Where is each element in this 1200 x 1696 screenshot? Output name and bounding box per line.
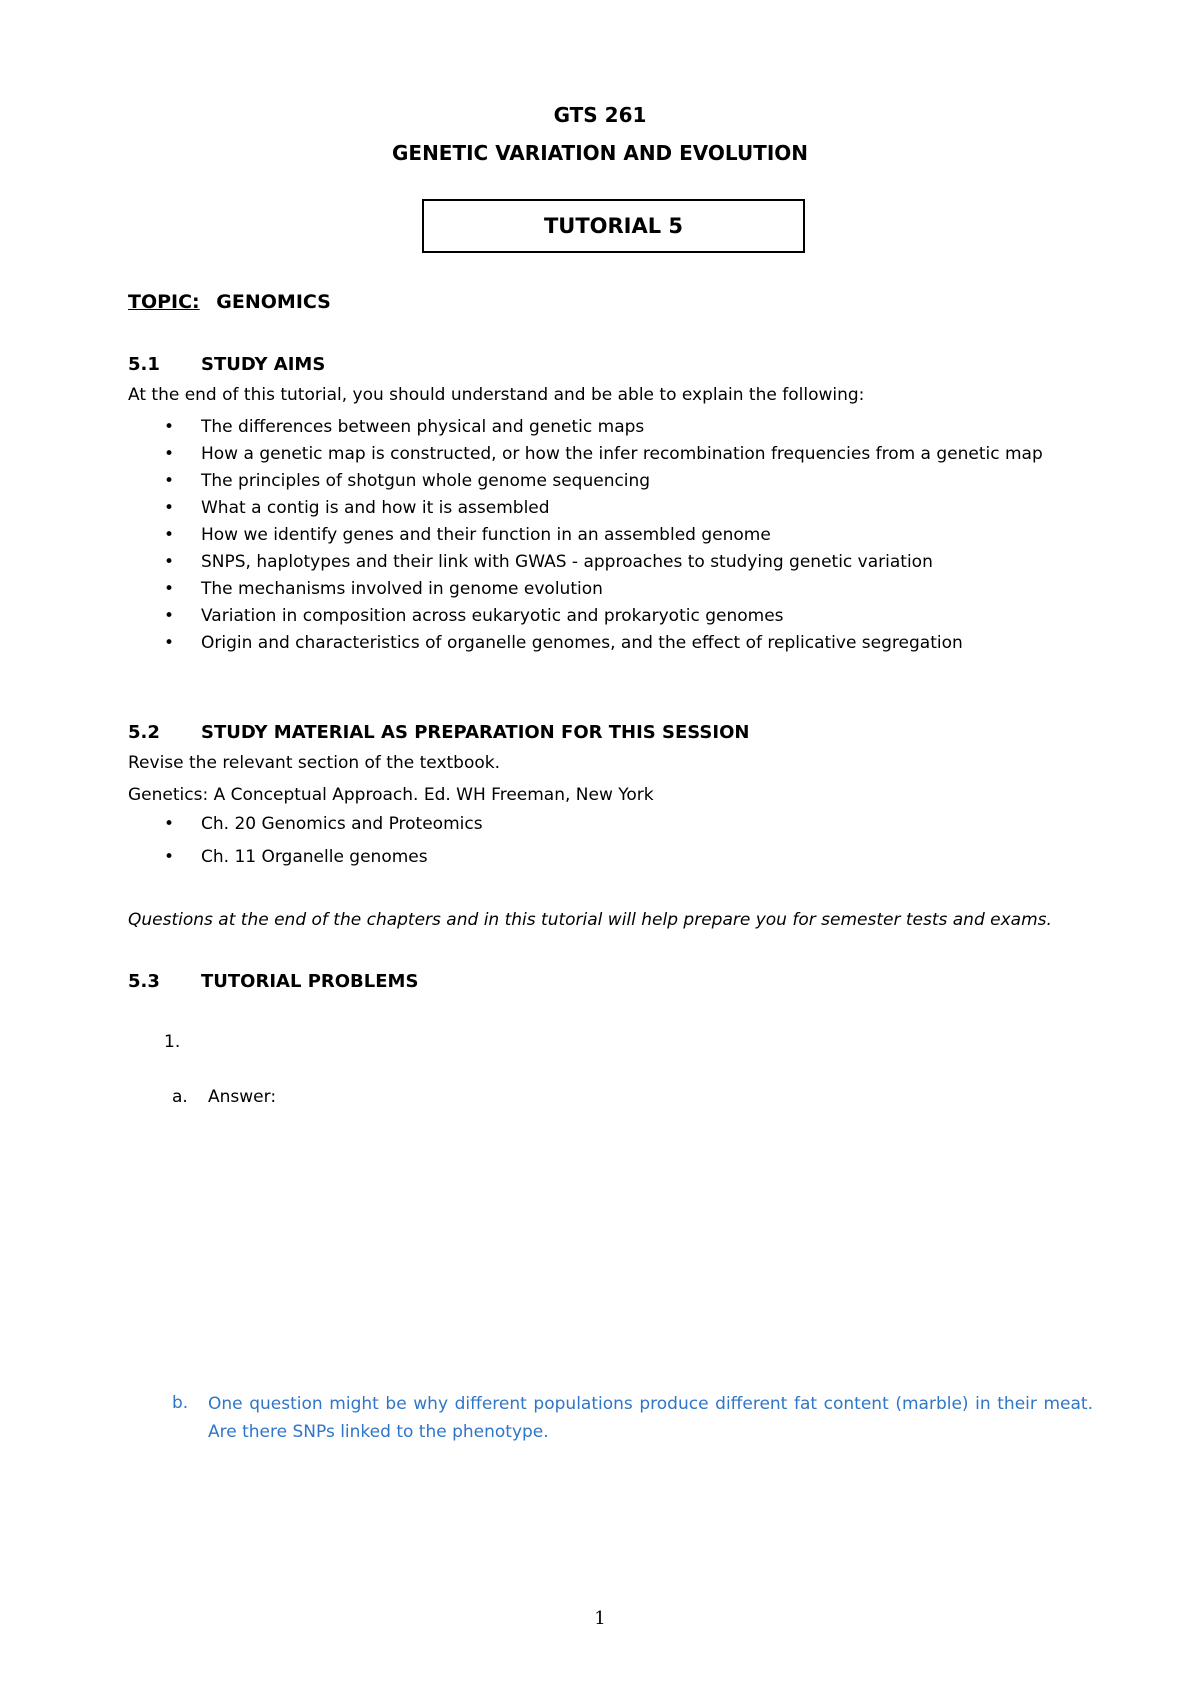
question-number: 1. [164,1032,181,1052]
bullet-icon: • [164,417,175,437]
list-item: • Variation in composition across eukaryotic and prokaryotic genomes [164,603,1043,630]
section-2-number: 5.2 [128,722,160,743]
bullet-icon: • [164,633,175,653]
tutorial-label: TUTORIAL 5 [543,214,684,238]
section-2-title: STUDY MATERIAL AS PREPARATION FOR THIS SESSION [201,722,750,743]
bullet-icon: • [164,579,175,599]
part-a-label: a. [172,1087,188,1107]
part-b-answer: One question might be why different populations produce different fat content (marble) in their meat. Are there SNPs linked to the phenotype. [208,1394,1093,1442]
bullet-icon: • [164,471,175,491]
section-3-title: TUTORIAL PROBLEMS [201,971,419,992]
bullet-icon: • [164,525,175,545]
topic-value: GENOMICS [216,291,331,313]
list-item: • The mechanisms involved in genome evolution [164,576,1043,603]
section-2-note: Questions at the end of the chapters and in this tutorial will help prepare you for semester tests and exams. [128,910,1052,930]
list-item: • How a genetic map is constructed, or how the infer recombination frequencies from a genetic map [164,441,1043,468]
list-item: • Ch. 20 Genomics and Proteomics [164,811,483,844]
section-1-intro: At the end of this tutorial, you should understand and be able to explain the following: [128,385,865,405]
bullet-icon: • [164,498,175,518]
list-item: • The principles of shotgun whole genome sequencing [164,468,1043,495]
bullet-icon: • [164,552,175,572]
study-material-list [164,811,483,871]
topic-line [128,291,331,313]
section-3-number: 5.3 [128,971,160,992]
course-code: GTS 261 [553,103,647,127]
list-item: • Ch. 11 Organelle genomes [164,844,483,871]
section-2-line-1: Revise the relevant section of the textbook. [128,753,501,773]
part-a-text: Answer: [208,1087,277,1107]
list-item: • SNPS, haplotypes and their link with GWAS - approaches to studying genetic variation [164,549,1043,576]
course-title: GENETIC VARIATION AND EVOLUTION [391,141,809,165]
tutorial-box [422,199,805,253]
list-item: • What a contig is and how it is assembled [164,495,1043,522]
list-item: • The differences between physical and genetic maps [164,414,1043,441]
section-1-title: STUDY AIMS [201,354,326,375]
bullet-icon: • [164,606,175,626]
study-aims-list [164,414,1043,657]
part-b-label: b. [172,1393,189,1413]
page-number: 1 [594,1608,606,1629]
bullet-icon: • [164,444,175,464]
topic-label: TOPIC: [128,291,200,313]
bullet-icon: • [164,847,175,867]
section-1-number: 5.1 [128,354,160,375]
bullet-icon: • [164,814,175,834]
list-item: • How we identify genes and their function in an assembled genome [164,522,1043,549]
section-2-line-2: Genetics: A Conceptual Approach. Ed. WH Freeman, New York [128,785,654,805]
list-item: • Origin and characteristics of organelle genomes, and the effect of replicative segregation [164,630,1043,657]
